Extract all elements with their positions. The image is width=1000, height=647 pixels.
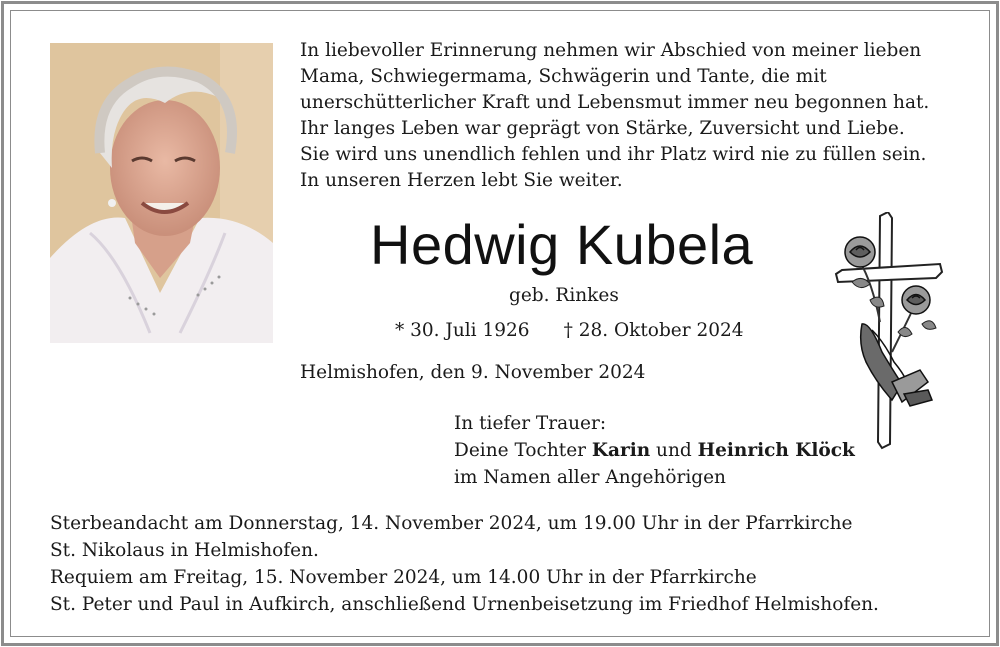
service-line: St. Nikolaus in Helmishofen. (50, 540, 319, 561)
service-info (50, 510, 879, 618)
intro-line: Sie wird uns unendlich fehlen und ihr Platz wird nie zu füllen sein. (300, 144, 927, 165)
service-line: Requiem am Freitag, 15. November 2024, um 14.00 Uhr in der Pfarrkirche (50, 567, 757, 588)
service-line: Sterbeandacht am Donnerstag, 14. November 2024, um 19.00 Uhr in der Pfarrkirche (50, 513, 853, 534)
service-line: St. Peter und Paul in Aufkirch, anschließend Urnenbeisetzung im Friedhof Helmishofen. (50, 594, 879, 615)
daughter-name: Karin (591, 440, 651, 461)
birth-date: * 30. Juli 1926 (395, 320, 530, 341)
intro-text (300, 38, 960, 194)
mourn-and: und (650, 440, 698, 461)
mourners-block (454, 410, 855, 491)
cross-with-roses-and-praying-hands-icon (832, 212, 944, 452)
intro-line: Ihr langes Leben war geprägt von Stärke, Zuversicht und Liebe. (300, 118, 905, 139)
mourn-family (454, 437, 855, 464)
mourn-prefix: Deine Tochter (454, 440, 592, 461)
portrait-photo (50, 43, 273, 343)
partner-name: Heinrich Klöck (697, 440, 855, 461)
mourn-relatives: im Namen aller Angehörigen (454, 467, 726, 488)
death-date: † 28. Oktober 2024 (563, 320, 744, 341)
mourn-heading: In tiefer Trauer: (454, 413, 607, 434)
life-dates (395, 320, 778, 341)
intro-line: In unseren Herzen lebt Sie weiter. (300, 170, 623, 191)
deceased-name: Hedwig Kubela (370, 213, 754, 276)
intro-line: unerschütterlicher Kraft und Lebensmut immer neu begonnen hat. (300, 92, 930, 113)
maiden-name: geb. Rinkes (509, 285, 619, 306)
intro-line: Mama, Schwiegermama, Schwägerin und Tante, die mit (300, 66, 827, 87)
place-and-date: Helmishofen, den 9. November 2024 (300, 362, 646, 383)
intro-line: In liebevoller Erinnerung nehmen wir Abschied von meiner lieben (300, 40, 922, 61)
